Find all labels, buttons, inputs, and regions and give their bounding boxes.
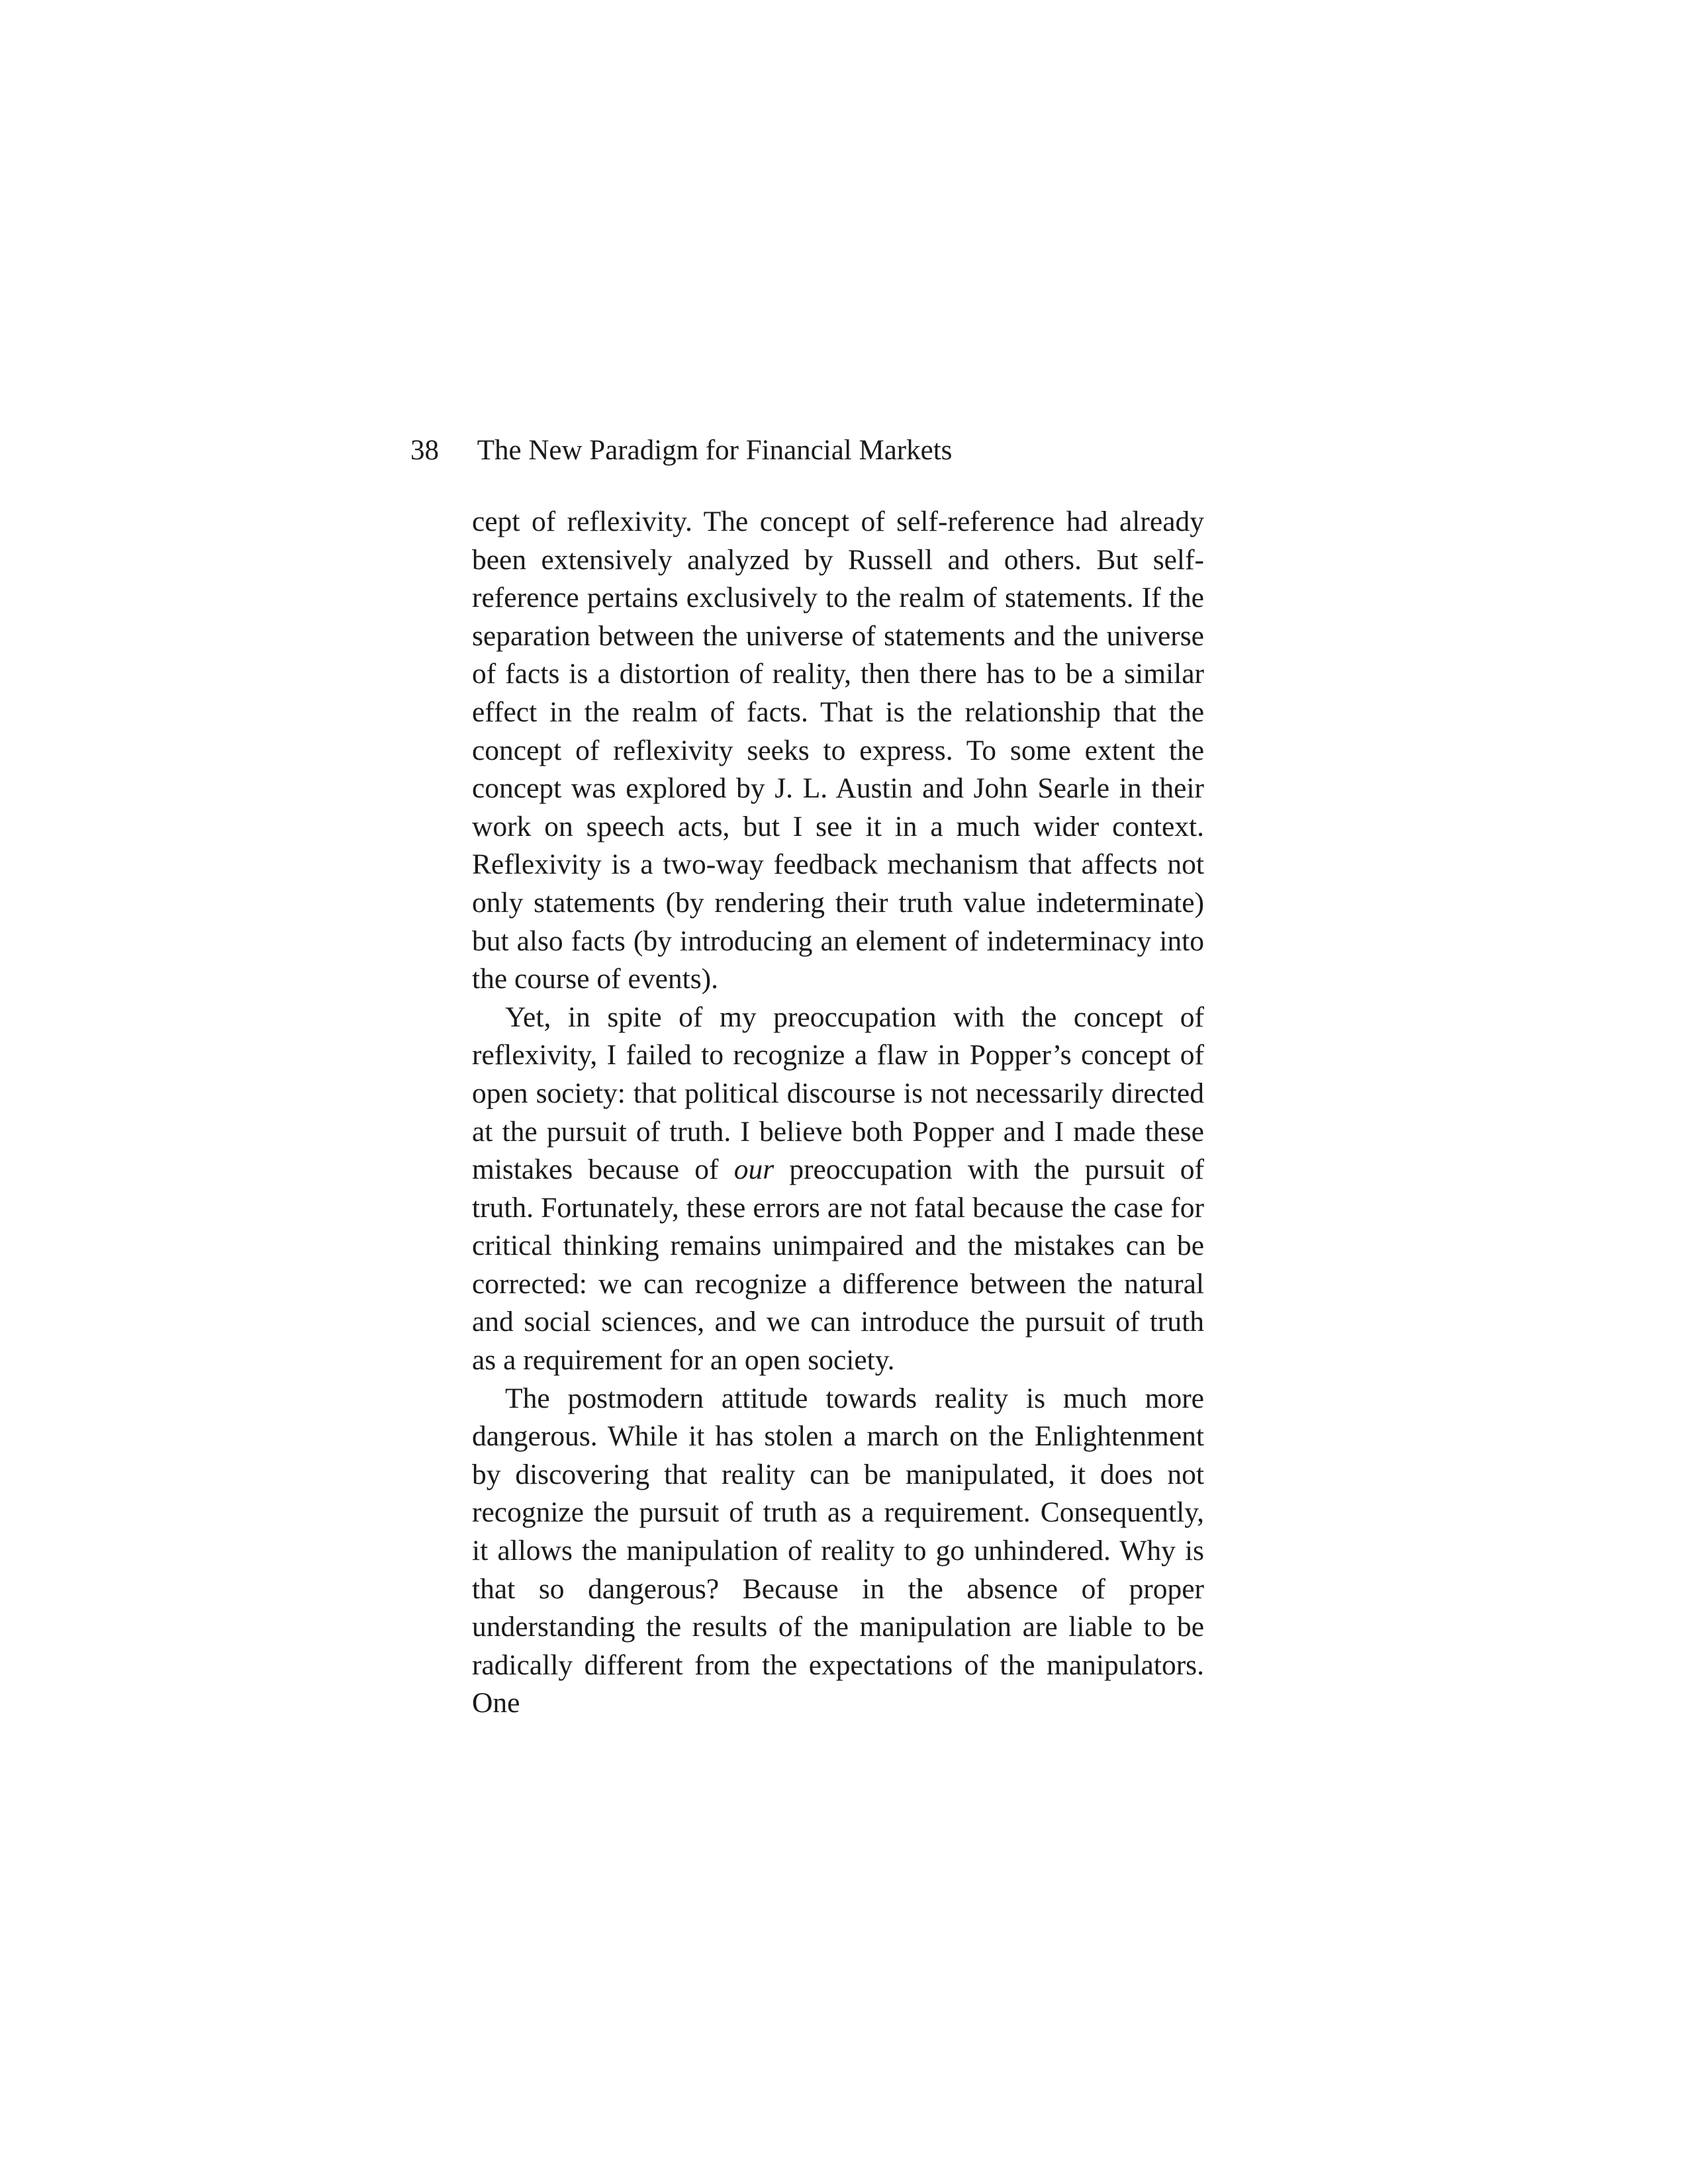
paragraph-2-text-before: Yet, in spite of my preoccupation with the concept of reflexivity, I failed to recognize a flaw in Popper’s concept of open society: that political discourse is not necessarily directed at the pursuit of truth. I believe both Popper and I made these mistakes because of bbox=[472, 1001, 1204, 1186]
paragraph-3-text: The postmodern attitude towards reality is much more dangerous. While it has stolen a march on the Enlightenment by discovering that reality can be manipulated, it does not recognize the pursuit of truth as a requirement. Consequently, it allows the manipulation of reality to go unhindered. Why is that so dangerous? Because in the absence of proper understanding the results of the manipulation are liable to be radically different from the expectations of the manipulators. One bbox=[472, 1382, 1204, 1719]
body-text bbox=[472, 503, 1204, 1723]
paragraph-1-text: cept of reflexivity. The concept of self-reference had already been extensively analyzed by Russell and others. But self-reference pertains exclusively to the realm of statements. If the separation between the universe of statements and the universe of facts is a distortion of reality, then there has to be a similar effect in the realm of facts. That is the relationship that the concept of reflexivity seeks to express. To some extent the concept was explored by J. L. Austin and John Searle in their work on speech acts, but I see it in a much wider context. Reflexivity is a two-way feedback mechanism that affects not only statements (by rendering their truth value indeterminate) but also facts (by introducing an element of indeterminacy into the course of events). bbox=[472, 506, 1204, 995]
paragraph-2-text-after: preoccupation with the pursuit of truth. Fortunately, these errors are not fatal because the case for critical thinking remains unimpaired and the mistakes can be corrected: we can recognize a difference between the natural and social sciences, and we can introduce the pursuit of truth as a requirement for an open society. bbox=[472, 1154, 1204, 1377]
running-title: The New Paradigm for Financial Markets bbox=[477, 435, 953, 466]
running-header bbox=[410, 434, 1205, 487]
paragraph-2 bbox=[472, 999, 1204, 1380]
paragraph-3 bbox=[472, 1380, 1204, 1723]
paragraph-1 bbox=[472, 503, 1204, 999]
page-number: 38 bbox=[410, 435, 439, 466]
paragraph-2-emphasis: our bbox=[733, 1154, 774, 1186]
